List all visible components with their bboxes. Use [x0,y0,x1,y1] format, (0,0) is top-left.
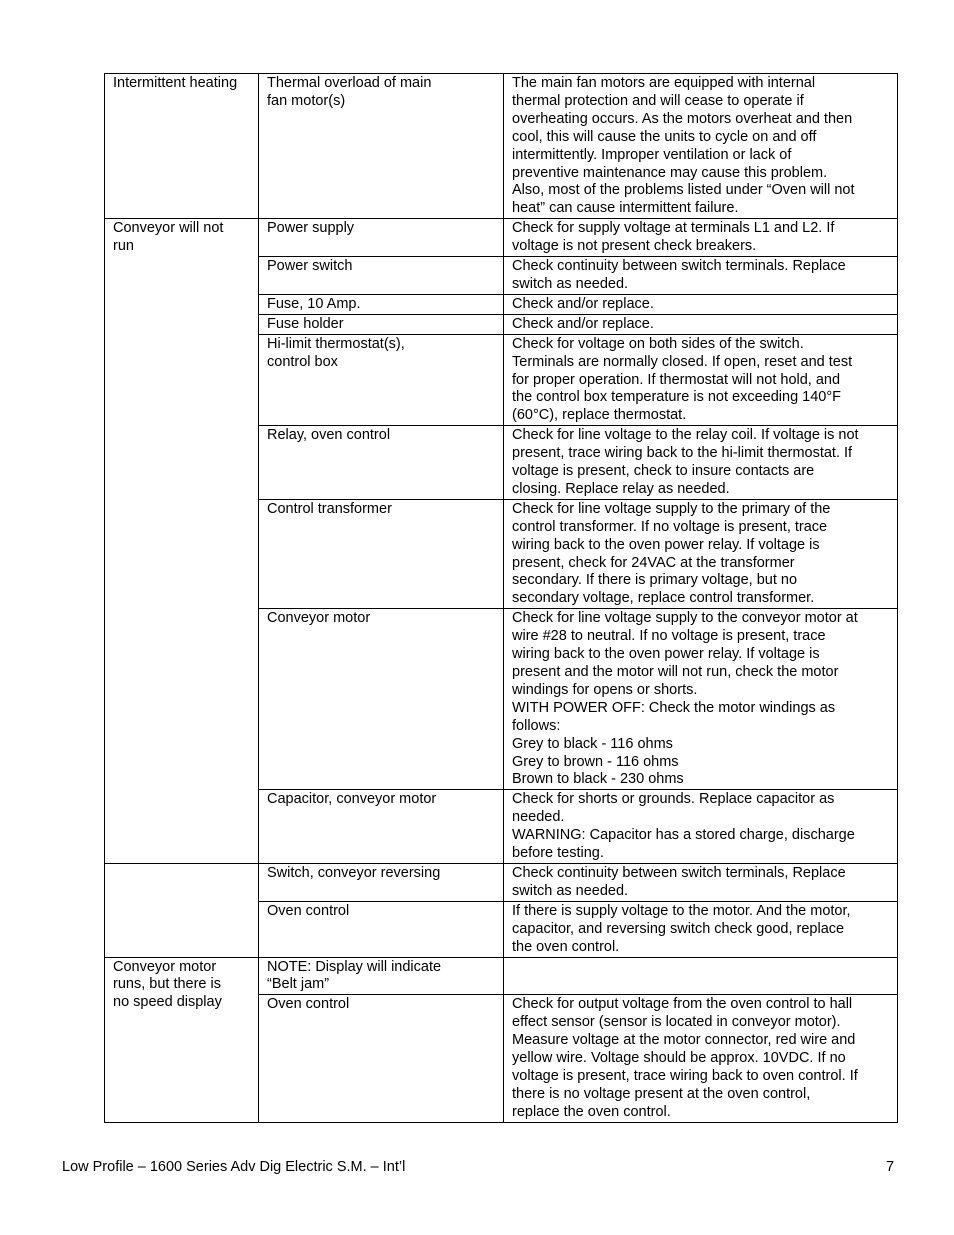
remedy-cell-line: The main fan motors are equipped with internal [512,75,816,91]
remedy-cell-line: Brown to black - 230 ohms [512,771,684,788]
remedy-cell [504,257,898,295]
remedy-cell-line: Check for voltage on both sides of the switch. [512,335,804,352]
remedy-cell-line: switch as needed. [512,882,629,899]
remedy-cell-line: Grey to brown - 116 ohms [512,753,679,770]
cause-cell [259,609,504,790]
remedy-cell-line: wiring back to the oven power relay. If voltage is [512,536,820,553]
cause-cell [259,790,504,864]
remedy-cell-line: Check continuity between switch terminals. Replace [512,258,846,275]
remedy-cell-line: Measure voltage at the motor connector, red wire and [512,1032,856,1049]
remedy-cell-line: switch as needed. [512,275,629,292]
table-row [105,74,898,219]
remedy-cell-line: Also, most of the problems listed under “Oven will not [512,182,855,199]
symptom-cell-line: no speed display [113,994,222,1011]
cause-cell-line: Hi-limit thermostat(s), [267,335,405,352]
cause-cell-line: NOTE: Display will indicate [267,958,442,975]
footer-page-number: 7 [886,1159,895,1175]
remedy-cell [504,995,898,1122]
remedy-cell-line: voltage is present, check to insure contacts are [512,463,815,480]
remedy-cell-line: present and the motor will not run, check the motor [512,664,839,680]
symptom-cell-line: Conveyor motor [113,958,217,975]
cause-cell-line: fan motor(s) [267,92,346,109]
remedy-cell-line: follows: [512,717,561,734]
remedy-cell-line: cool, this will cause the units to cycle on and off [512,128,817,145]
remedy-cell-line: thermal protection and will cease to operate if [512,92,804,109]
cause-cell-line: Conveyor motor [267,610,371,627]
symptom-cell [105,863,259,957]
remedy-cell-line: heat” can cause intermittent failure. [512,200,739,217]
cause-cell-line: Power switch [267,258,353,275]
remedy-cell-line: Check for shorts or grounds. Replace capacitor as [512,791,835,808]
cause-cell [259,995,504,1122]
remedy-cell-line: Terminals are normally closed. If open, reset and test [512,353,853,370]
remedy-cell-line: there is no voltage present at the oven control, [512,1085,811,1102]
cause-cell-line: Fuse holder [267,315,344,332]
symptom-cell-line: run [113,238,134,255]
remedy-cell-line: wire #28 to neutral. If no voltage is present, trace [512,628,826,645]
cause-cell-line: Switch, conveyor reversing [267,864,441,881]
remedy-cell-line: Check for line voltage supply to the primary of the [512,500,831,517]
remedy-cell-line: WITH POWER OFF: Check the motor windings as [512,699,836,716]
cause-cell-line: Oven control [267,902,350,919]
remedy-cell-line: Check continuity between switch terminals, Replace [512,864,846,881]
remedy-cell [504,901,898,957]
cause-cell-line: Control transformer [267,500,392,517]
remedy-cell [504,957,898,995]
remedy-cell [504,790,898,864]
cause-cell-line: Capacitor, conveyor motor [267,791,437,808]
remedy-cell [504,863,898,901]
remedy-cell-line: windings for opens or shorts. [512,681,698,698]
remedy-cell-line: replace the oven control. [512,1103,671,1120]
symptom-cell-line: runs, but there is [113,976,221,993]
footer-document-title: Low Profile – 1600 Series Adv Dig Electric S.M. – Int’l [62,1159,406,1175]
cause-cell [259,863,504,901]
cause-cell-line: control box [267,353,338,370]
remedy-cell-line: the control box temperature is not exceeding 140°F [512,389,842,406]
table-row [105,957,898,995]
remedy-cell-line: capacitor, and reversing switch check good, replace [512,920,845,937]
cause-cell [259,314,504,334]
remedy-cell-line: the oven control. [512,938,620,955]
remedy-cell-line: effect sensor (sensor is located in conveyor motor). [512,1014,841,1031]
remedy-cell-line: voltage is present, trace wiring back to oven control. If [512,1067,858,1084]
cause-cell-line: Relay, oven control [267,427,391,444]
remedy-cell-line: (60°C), replace thermostat. [512,407,687,424]
remedy-cell-line: overheating occurs. As the motors overheat and then [512,110,853,127]
remedy-cell [504,294,898,314]
remedy-cell-line: intermittently. Improper ventilation or lack of [512,146,792,163]
remedy-cell-line: Check and/or replace. [512,295,654,312]
cause-cell [259,499,504,608]
cause-cell [259,219,504,257]
remedy-cell-line: before testing. [512,845,604,862]
remedy-cell-line: closing. Replace relay as needed. [512,480,730,497]
symptom-cell [105,219,259,864]
remedy-cell-line: secondary. If there is primary voltage, but no [512,572,798,589]
remedy-cell [504,314,898,334]
remedy-cell-line: wiring back to the oven power relay. If voltage is [512,646,820,663]
cause-cell-line: Power supply [267,220,355,237]
remedy-cell [504,609,898,790]
cause-cell [259,257,504,295]
remedy-cell-line: present, check for 24VAC at the transformer [512,554,795,571]
remedy-cell [504,334,898,426]
symptom-cell-line: Intermittent heating [113,75,238,91]
remedy-cell-line: Check for output voltage from the oven control to hall [512,996,853,1013]
remedy-cell [504,426,898,500]
table-row [105,863,898,901]
remedy-cell-line: control transformer. If no voltage is present, trace [512,518,828,535]
table-row [105,219,898,257]
symptom-cell [105,74,259,219]
cause-cell [259,901,504,957]
cause-cell-line: Fuse, 10 Amp. [267,295,361,312]
cause-cell-line: Thermal overload of main [267,75,432,91]
cause-cell-line: “Belt jam” [267,976,330,993]
remedy-cell-line: secondary voltage, replace control transformer. [512,590,815,607]
cause-cell [259,957,504,995]
cause-cell [259,74,504,219]
remedy-cell [504,219,898,257]
remedy-cell-line: present, trace wiring back to the hi-limit thermostat. If [512,445,853,462]
remedy-cell-line: If there is supply voltage to the motor. And the motor, [512,902,851,919]
remedy-cell-line: Check and/or replace. [512,315,654,332]
remedy-cell-line: Check for supply voltage at terminals L1 and L2. If [512,220,835,237]
remedy-cell-line: for proper operation. If thermostat will not hold, and [512,371,841,388]
remedy-cell-line: WARNING: Capacitor has a stored charge, discharge [512,827,855,844]
remedy-cell-line: Check for line voltage to the relay coil. If voltage is not [512,427,859,444]
symptom-cell [105,957,259,1122]
remedy-cell-line: voltage is not present check breakers. [512,238,757,255]
cause-cell [259,426,504,500]
cause-cell [259,334,504,426]
remedy-cell-line: Grey to black - 116 ohms [512,735,673,752]
cause-cell-line: Oven control [267,996,350,1013]
troubleshooting-table [104,73,898,1123]
remedy-cell-line: Check for line voltage supply to the conveyor motor at [512,610,858,627]
symptom-cell-line: Conveyor will not [113,220,224,237]
remedy-cell-line: yellow wire. Voltage should be approx. 10VDC. If no [512,1050,846,1067]
remedy-cell [504,499,898,608]
cause-cell [259,294,504,314]
remedy-cell-line: preventive maintenance may cause this problem. [512,164,828,181]
remedy-cell [504,74,898,219]
remedy-cell-line: needed. [512,809,565,826]
